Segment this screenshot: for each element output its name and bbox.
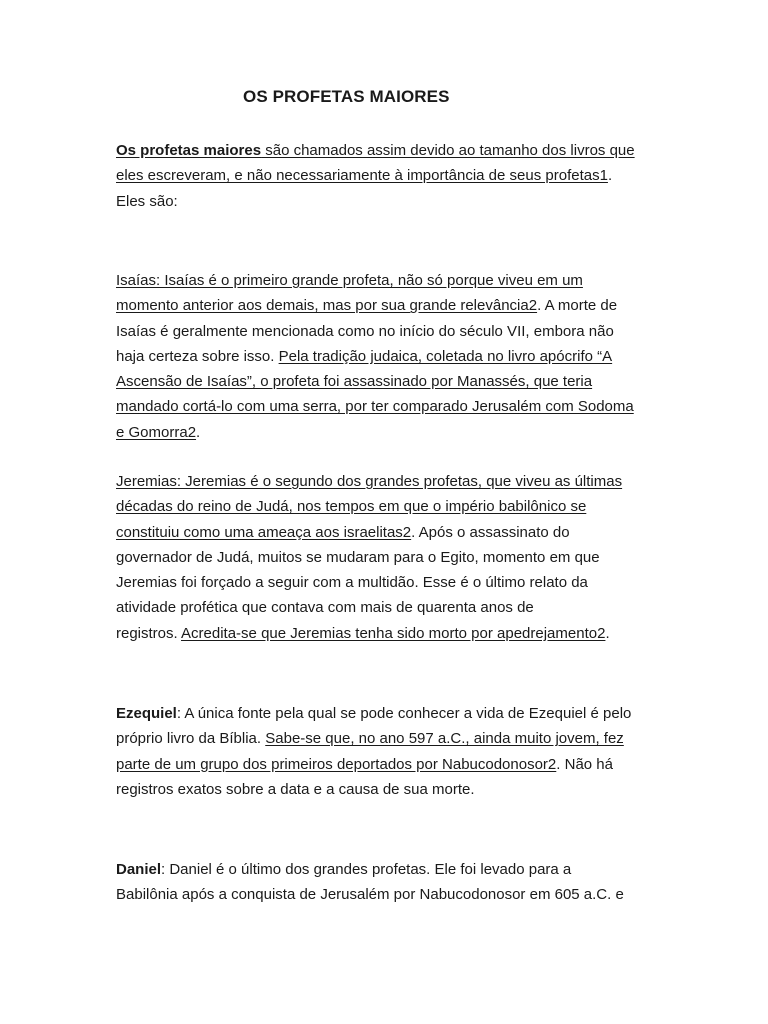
isaias-line-2 bbox=[116, 293, 656, 318]
jeremias-line-3-rest: . Após o assassinato do bbox=[411, 523, 570, 541]
ezequiel-line-3 bbox=[116, 752, 656, 777]
isaias-line-4-link[interactable]: Pela tradição judaica, coletada no livro apócrifo “A bbox=[278, 347, 613, 365]
ezequiel-line-4: registros exatos sobre a data e a causa de sua morte. bbox=[116, 780, 475, 798]
isaias-line-4 bbox=[116, 344, 656, 369]
jeremias-paragraph bbox=[116, 469, 656, 646]
intro-line-2-end: . bbox=[607, 167, 613, 185]
intro-line-3: Eles são: bbox=[116, 192, 178, 210]
isaias-line-7-end: . bbox=[196, 423, 201, 441]
intro-term[interactable]: Os profetas maiores bbox=[116, 142, 262, 159]
daniel-line-1-rest: : Daniel é o último dos grandes profetas. Ele foi levado para a bbox=[161, 861, 572, 878]
ezequiel-line-2-link[interactable]: Sabe-se que, no ano 597 a.C., ainda muito jovem, fez bbox=[265, 730, 624, 748]
daniel-line-1 bbox=[116, 857, 656, 882]
intro-line-1-link[interactable]: são chamados assim devido ao tamanho dos livros que bbox=[261, 142, 635, 159]
page-title: OS PROFETAS MAIORES bbox=[243, 87, 450, 106]
jeremias-line-7-link[interactable]: Acredita-se que Jeremias tenha sido morto por apedrejamento2 bbox=[181, 624, 606, 642]
jeremias-line-7-plain: registros. bbox=[116, 624, 182, 642]
daniel-line-2: Babilônia após a conquista de Jerusalém por Nabucodonosor em 605 a.C. e bbox=[116, 886, 624, 904]
jeremias-line-5: Jeremias foi forçado a seguir com a multidão. Esse é o último relato da bbox=[116, 574, 588, 592]
isaias-line-6[interactable]: mandado cortá-lo com uma serra, por ter comparado Jerusalém com Sodoma bbox=[116, 398, 634, 416]
ezequiel-line-2 bbox=[116, 726, 656, 751]
intro-line-2 bbox=[116, 163, 656, 188]
intro-line-1 bbox=[116, 138, 656, 163]
isaias-line-1[interactable]: Isaías: Isaías é o primeiro grande profeta, não só porque viveu em um bbox=[116, 272, 583, 289]
isaias-line-2-link[interactable]: momento anterior aos demais, mas por sua grande relevância2 bbox=[116, 297, 538, 315]
isaias-line-5[interactable]: Ascensão de Isaías”, o profeta foi assassinado por Manassés, que teria bbox=[116, 373, 593, 391]
intro-line-2-link[interactable]: eles escreveram, e não necessariamente à importância de seus profetas1 bbox=[116, 167, 608, 185]
jeremias-line-2[interactable]: décadas do reino de Judá, nos tempos em que o império babilônico se bbox=[116, 498, 587, 516]
jeremias-line-6: atividade profética que contava com mais de quarenta anos de bbox=[116, 599, 534, 617]
jeremias-line-1[interactable]: Jeremias: Jeremias é o segundo dos grandes profetas, que viveu as últimas bbox=[116, 473, 623, 490]
ezequiel-paragraph bbox=[116, 701, 656, 802]
isaias-line-4-plain: haja certeza sobre isso. bbox=[116, 347, 279, 365]
jeremias-line-7 bbox=[116, 621, 656, 646]
daniel-paragraph bbox=[116, 857, 656, 908]
jeremias-line-4: governador de Judá, muitos se mudaram para o Egito, momento em que bbox=[116, 548, 600, 566]
ezequiel-name: Ezequiel bbox=[116, 705, 177, 722]
ezequiel-line-3-rest: . Não há bbox=[556, 755, 613, 773]
ezequiel-line-1 bbox=[116, 701, 656, 726]
isaias-line-7 bbox=[116, 420, 656, 445]
jeremias-line-7-end: . bbox=[605, 624, 610, 642]
isaias-paragraph bbox=[116, 268, 656, 445]
isaias-line-3: Isaías é geralmente mencionada como no início do século VII, embora não bbox=[116, 322, 614, 340]
ezequiel-line-1-rest: : A única fonte pela qual se pode conhecer a vida de Ezequiel é pelo bbox=[176, 705, 632, 722]
isaias-line-2-rest: . A morte de bbox=[537, 297, 618, 315]
isaias-line-7-link[interactable]: e Gomorra2 bbox=[116, 423, 197, 441]
jeremias-line-3-link[interactable]: constituiu como uma ameaça aos israelitas2 bbox=[116, 523, 412, 541]
ezequiel-line-3-link[interactable]: parte de um grupo dos primeiros deportados por Nabucodonosor2 bbox=[116, 755, 557, 773]
daniel-name: Daniel bbox=[116, 861, 162, 878]
ezequiel-line-2-plain: próprio livro da Bíblia. bbox=[116, 730, 266, 748]
intro-paragraph bbox=[116, 138, 656, 214]
jeremias-line-3 bbox=[116, 520, 656, 545]
